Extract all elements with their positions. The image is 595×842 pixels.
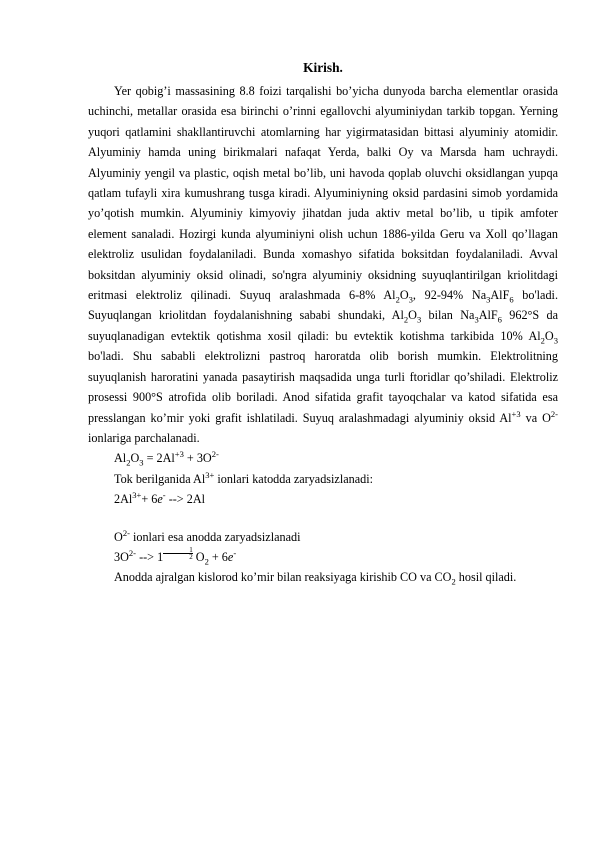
equation-anode: $3O^{2-}$ --> 1 $\frac{1}{2}$ $O_2 + 6e^-$ <box>114 545 237 567</box>
document-page <box>88 58 558 588</box>
page-title: Kirish. <box>303 60 343 75</box>
spacer <box>88 510 558 527</box>
anode-statement: $O^{2-}$ ionlari esa anodda zaryadsizlanadi <box>114 527 301 544</box>
formula-al2o3: $Al_2O_3$ <box>383 288 413 305</box>
formula-na3alf6: $Na_3AlF_6$ <box>471 288 514 305</box>
formula-na3alf6: $Na_3AlF_6$ <box>460 308 502 325</box>
equation-dissociation: $Al_2O_3 = 2Al^{+3} + 3O^{2-}$ <box>114 449 219 468</box>
closing-paragraph: Anodda ajralgan kislorod ko’mir bilan reaksiyaga kirishib CO va $CO_2$ hosil qiladi. <box>114 570 517 587</box>
cathode-statement: Tok berilganida $Al^{3+}$ ionlari katodda zaryadsizlanadi: <box>114 469 374 486</box>
equation-cathode: $2Al^{3+}+ 6e^-$ --> 2Al <box>114 490 206 507</box>
formula-al2o3: $Al_2O_3$ <box>391 308 422 325</box>
intro-paragraph: Yer qobig’i massasining 8.8 foizi tarqalishi bo’yicha dunyoda barcha elementlar orasida uchinchi, metallar orasida esa birinchi o’rinni egallovchi alyuminiydan tarkib topgan. Yerning yuqori qatlamini shakllantiruvchi atomlarning har yigirmatasidan bittasi alyuminiy atomidir. Alyuminiy hamda uning birikmalari nafaqat Yerda, balki Oy va Marsda ham uchraydi. Alyuminiy yengil va plastic, oqish metal bo’lib, uni havoda qoplab oluvchi oksidlangan yupqa qatlam tufayli xira kumushrang tusga kiradi. Alyuminiyning oksid pardasini simob yordamida yo’qotish mumkin. Alyuminiy kimyoviy jihatdan juda aktiv metal bo’lib, u tipik amfoter element sanaladi. Hozirgi kunda alyuminiyni olish uchun 1886-yilda Geru va Xoll qo’llagan elektroliz usulidan foydalaniladi. Bunda xomashyo sifatida boksitdan foydalaniladi. Avval boksitdan alyuminiy oksid olinadi, so'ngra alyuminiy oksidning suyuqlantirilgan kriolitdagi eritmasi elektroliz qilinadi. Suyuq aralashmada 6-8% $Al_2O_3$, 92-94% $Na_3AlF_6$ bo'ladi. Suyuqlangan kriolitdan foydalanishning sababi shundaki, $Al_2O_3$ bilan $Na_3AlF_6$ 962°S da suyuqlanadigan evtektik qotishma xosil qiladi: bu evtektik kotishma tarkibida 10% $Al_2O_3$ bo'ladi. Shu sababli elektrolizni pastroq haroratda olib borish mumkin. Elektrolitning suyuqlanish haroratini yanada pasaytirish maqsadida unga turli ftoridlar qo’shiladi. Elektroliz prosessi 900°S atrofida olib boriladi. Anod sifatida grafit tayoqchalar va katod sifatida esa presslangan ko’mir yoki grafit ishlatiladi. Suyuq aralashmadagi alyuminiy oksid $Al^{+3}$ va $O^{2-}$ ionlariga parchalanadi. <box>88 84 559 445</box>
fraction-one-half: $\frac{1}{2}$ <box>163 547 193 560</box>
intro-text: Yer qobig’i massasining 8.8 foizi tarqalishi bo’yicha dunyoda barcha elementlar orasida uchinchi, metallar orasida esa birinchi o’rinni egallovchi alyuminiydan tarkib topgan. Yerning yuqori qatlamini shakllantiruvchi atomlarning har yigirmatasidan bittasi alyuminiy atomidir. Alyuminiy hamda uning birikmalari nafaqat Yerda, balki Oy va Marsda ham uchraydi. Alyuminiy yengil va plastic, oqish metal bo’lib, uni havoda qoplab oluvchi oksidlangan yupqa qatlam tufayli xira kumushrang tusga kiradi. Alyuminiyning oksid pardasini simob yordamida yo’qotish mumkin. Alyuminiy kimyoviy jihatdan juda aktiv metal bo’lib, u tipik amfoter element sanaladi. Hozirgi kunda alyuminiyni olish uchun 1886-yilda Geru va Xoll qo’llagan elektroliz usulidan foydalaniladi. Bunda xomashyo sifatida boksitdan foydalaniladi. Avval boksitdan alyuminiy oksid olinadi, so'ngra alyuminiy oksidning suyuqlantirilgan kriolitdagi eritmasi elektroliz qilinadi. Suyuq aralashmada 6-8% <box>88 84 558 303</box>
formula-al2o3: $Al_2O_3$ <box>528 328 558 346</box>
